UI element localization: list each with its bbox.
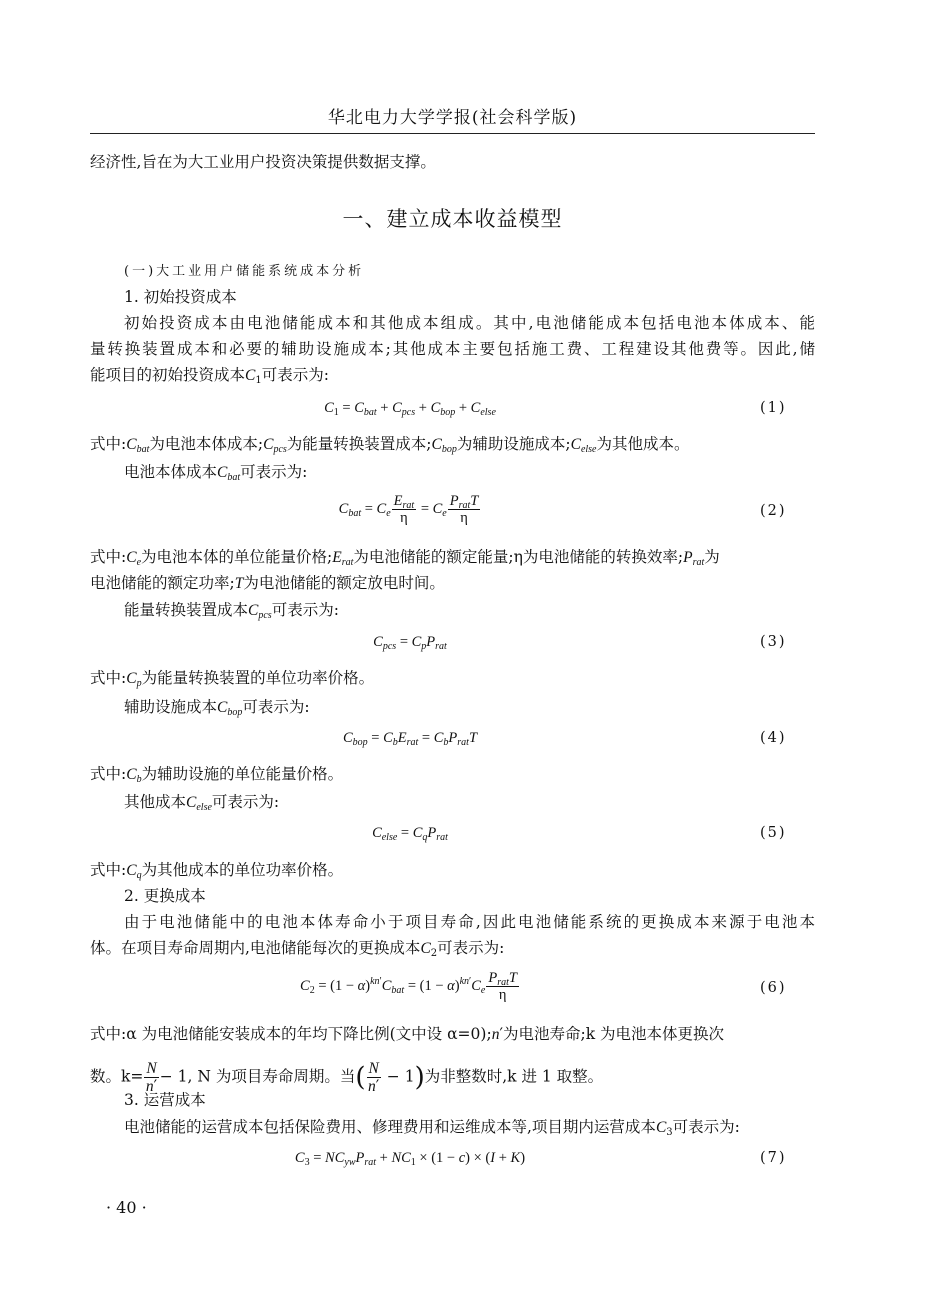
equation-6: $C_2 = (1 - \alpha)^{kn'}C_{bat} = (1 - \alpha)^{kn'}C_e$ $\frac{P_{rat}T}{\eta}$: [300, 970, 517, 1003]
item1-heading: 1. 初始投资成本: [124, 288, 237, 306]
equation-3: $C_{pcs} = C_pP_{rat}$: [373, 634, 447, 652]
battery-cost-intro: 电池本体成本$C_{bat}$可表示为:: [124, 463, 308, 483]
paragraph-line: 初始投资成本由电池储能成本和其他成本组成。其中,电池储能成本包括电池本体成本、能: [124, 314, 815, 332]
item3-heading: 3. 运营成本: [124, 1091, 206, 1109]
equation-3-note: 式中$:C_p$为能量转换装置的单位功率价格。: [90, 669, 375, 689]
section-title: 一、建立成本收益模型: [342, 207, 563, 231]
equation-6-note: 式中:α 为电池储能安装成本的年均下降比例(文中设 α=0);n′为电池寿命;k 为电池本体更换次: [90, 1025, 725, 1043]
equation-5: $C_{else} = C_qP_{rat}$: [372, 825, 448, 843]
equation-number: (1): [760, 400, 787, 416]
equation-4-note: 式中$:C_b$为辅助设施的单位能量价格。: [90, 765, 344, 785]
paragraph-line: 体。在项目寿命周期内,电池储能每次的更换成本$C_2$可表示为:: [90, 939, 505, 959]
equation-5-note: 式中$:C_q$为其他成本的单位功率价格。: [90, 861, 344, 881]
equation-number: (6): [760, 980, 787, 996]
paragraph-line: 电池储能的运营成本包括保险费用、修理费用和运维成本等,项目期内运营成本$C_3$可表示为:: [124, 1118, 740, 1138]
paragraph-line: 由于电池储能中的电池本体寿命小于项目寿命,因此电池储能系统的更换成本来源于电池本: [124, 913, 815, 931]
equation-1-note: 式中$:C_{bat}$为电池本体成本$;C_{pcs}$为能量转换装置成本$;C_{bop}$为辅助设施成本$;C_{else}$为其他成本。: [90, 435, 690, 455]
header-rule: [90, 133, 815, 134]
pcs-cost-intro: 能量转换装置成本$C_{pcs}$可表示为:: [124, 601, 339, 621]
equation-number: (3): [760, 634, 787, 650]
paragraph-line: 量转换装置成本和必要的辅助设施成本;其他成本主要包括施工费、工程建设其他费等。因此,储: [90, 340, 815, 358]
item2-heading: 2. 更换成本: [124, 887, 206, 905]
equation-number: (4): [760, 730, 787, 746]
page-number: · 40 ·: [106, 1198, 147, 1217]
equation-4: $C_{bop} = C_bE_{rat} = C_bP_{rat}T$: [342, 730, 478, 748]
equation-6-note: 数。k= $\frac{N}{n'}$ − 1, N 为项目寿命周期。当( $\frac{N}{n'}$ − 1)为非整数时,k 进 1 取整。: [90, 1060, 604, 1095]
equation-number: (7): [760, 1150, 787, 1166]
equation-7: $C_3 = NC_{yw}P_{rat} + NC_1 \times (1 - c) \times (I + K)$: [294, 1150, 526, 1168]
equation-2-note: 电池储能的额定功率;T为电池储能的额定放电时间。: [90, 574, 445, 592]
equation-1: $C_1 = C_{bat} + C_{pcs} + C_{bop} + C_{else}$: [324, 400, 496, 418]
subsection-title: (一)大工业用户储能系统成本分析: [124, 264, 365, 279]
else-cost-intro: 其他成本$C_{else}$可表示为:: [124, 793, 280, 813]
equation-number: (2): [760, 503, 787, 519]
equation-number: (5): [760, 825, 787, 841]
intro-line: 经济性,旨在为大工业用户投资决策提供数据支撑。: [90, 153, 436, 171]
equation-2-note: 式中$:C_e$为电池本体的单位能量价格$;E_{rat}$为电池储能的额定能量;η为电池储能的转换效率$;P_{rat}$为: [90, 548, 720, 568]
bop-cost-intro: 辅助设施成本$C_{bop}$可表示为:: [124, 698, 310, 718]
paragraph-line: 能项目的初始投资成本$C_1$可表示为:: [90, 366, 329, 386]
journal-header: 华北电力大学学报(社会科学版): [327, 108, 578, 128]
equation-2: $C_{bat} = C_e$ $\frac{E_{rat}}{\eta}$ = $C_e$ $\frac{P_{rat}T}{\eta}$: [338, 493, 479, 526]
